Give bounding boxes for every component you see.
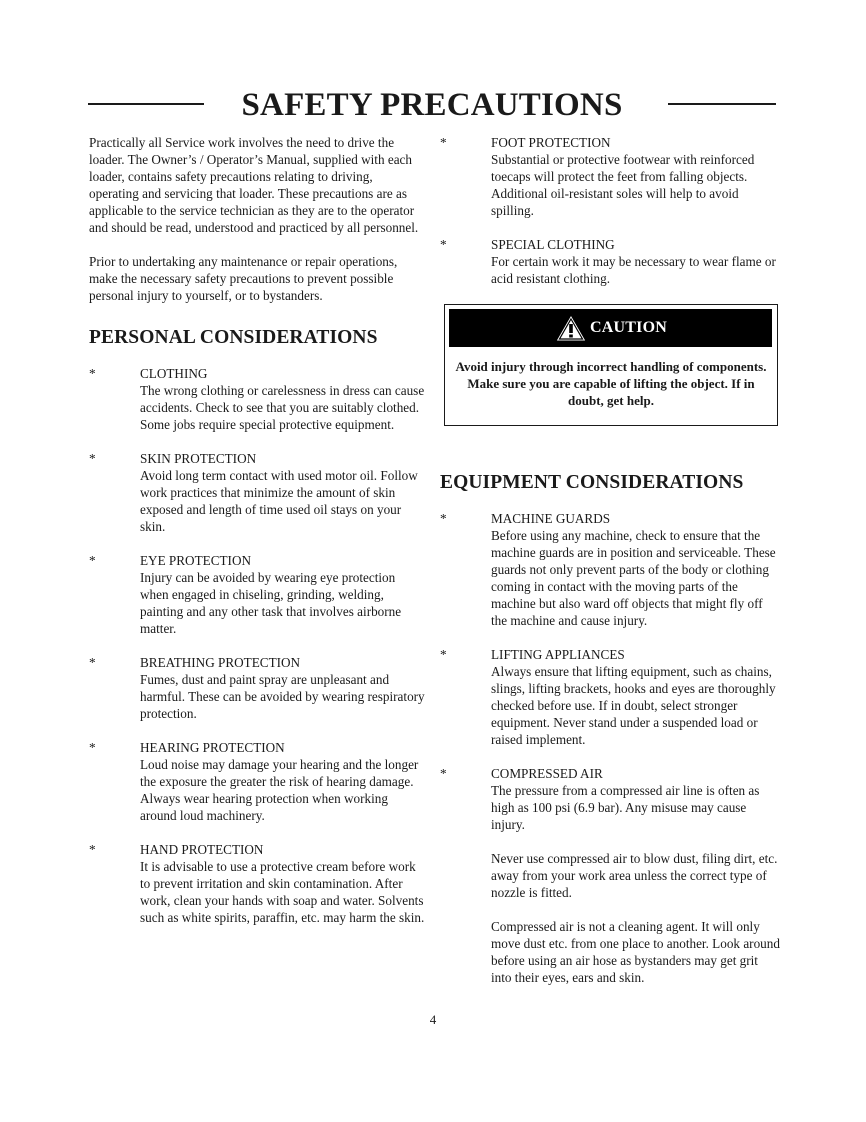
equipment-considerations-heading: EQUIPMENT CONSIDERATIONS [440,472,744,493]
list-item-machine-guards [440,510,780,629]
left-column [89,134,425,943]
list-item-breathing-protection [89,654,425,722]
list-item-hearing-protection [89,739,425,824]
bullet-marker: * [89,655,96,670]
item-title: EYE PROTECTION [140,553,251,568]
item-title: SPECIAL CLOTHING [491,237,615,252]
list-item-skin-protection [89,450,425,535]
item-body: Loud noise may damage your hearing and the longer the exposure the greater the risk of hearing damage. Always wear hearing protection when working around loud machinery. [140,757,419,823]
item-body: Before using any machine, check to ensure that the machine guards are in position and serviceable. These guards not only prevent parts of the body or clothing coming in contact with the moving parts of the machine but also ward off objects that might fly off the machine and cause injury. [491,528,776,628]
caution-text: Avoid injury through incorrect handling of components. Make sure you are capable of lifting the object. If in doubt, get help. [455,359,767,408]
item-title: MACHINE GUARDS [491,511,611,526]
list-item-hand-protection [89,841,425,926]
bullet-marker: * [440,237,447,252]
item-body: Compressed air is not a cleaning agent. It will only move dust etc. from one place to another. Look around before using an air hose as bystanders may get grit into their eyes, ears and skin. [491,919,780,985]
item-title: LIFTING APPLIANCES [491,647,625,662]
caution-header-content [449,309,772,347]
page-title: SAFETY PRECAUTIONS [241,87,623,123]
item-body: For certain work it may be necessary to wear flame or acid resistant clothing. [491,254,776,286]
bullet-marker: * [440,647,447,662]
list-item-special-clothing [440,236,780,287]
bullet-marker: * [89,451,96,466]
item-title: CLOTHING [140,366,208,381]
item-title: SKIN PROTECTION [140,451,257,466]
warning-triangle-icon [554,313,588,343]
item-body: Substantial or protective footwear with reinforced toecaps will protect the feet from falling objects. Additional oil-resistant soles will help to avoid spilling. [491,152,755,218]
caution-header [449,309,772,347]
list-item-compressed-air [440,765,780,986]
item-body: Avoid long term contact with used motor oil. Follow work practices that minimize the amount of skin exposed and length of time used oil stays on your skin. [140,468,418,534]
bullet-marker: * [89,553,96,568]
item-title: FOOT PROTECTION [491,135,611,150]
title-rule-right [668,103,776,105]
list-item-eye-protection [89,552,425,637]
bullet-marker: * [89,842,96,857]
bullet-marker: * [440,135,447,150]
right-column [440,134,780,1003]
list-item-foot-protection [440,134,780,219]
item-title: HAND PROTECTION [140,842,264,857]
bullet-marker: * [89,740,96,755]
item-body: The wrong clothing or carelessness in dress can cause accidents. Check to see that you are suitably clothed. Some jobs require special protective equipment. [140,383,425,432]
page-number: 4 [429,1012,437,1027]
item-title: HEARING PROTECTION [140,740,285,755]
item-body: Injury can be avoided by wearing eye protection when engaged in chiseling, grinding, welding, painting and any other task that involves airborne matter. [140,570,402,636]
item-body: Always ensure that lifting equipment, such as chains, slings, lifting brackets, hooks and eyes are thoroughly checked before use. If in doubt, select stronger equipment. Never stand under a suspended load or raised implement. [491,664,776,747]
item-body: It is advisable to use a protective cream before work to prevent irritation and skin contamination. After work, clean your hands with soap and water. Solvents such as white spirits, paraffin, etc. may harm the skin. [140,859,425,925]
personal-considerations-heading: PERSONAL CONSIDERATIONS [89,327,378,348]
bullet-marker: * [89,366,96,381]
caution-label: CAUTION [590,319,667,336]
intro-paragraph: Prior to undertaking any maintenance or repair operations, make the necessary safety precautions to prevent possible personal injury to yourself, or to bystanders. [89,254,398,303]
caution-box [444,304,778,426]
item-title: COMPRESSED AIR [491,766,603,781]
item-body: Never use compressed air to blow dust, filing dirt, etc. away from your work area unless the correct type of nozzle is fitted. [491,851,778,900]
item-body: Fumes, dust and paint spray are unpleasant and harmful. These can be avoided by wearing respiratory protection. [140,672,425,721]
item-title: BREATHING PROTECTION [140,655,301,670]
item-body: The pressure from a compressed air line is often as high as 100 psi (6.9 bar). Any misuse may cause injury. [491,783,760,832]
title-block [88,86,776,126]
bullet-marker: * [440,511,447,526]
intro-paragraph: Practically all Service work involves the need to drive the loader. The Owner’s / Operator’s Manual, supplied with each loader, contains safety precautions relating to driving, operating and servicing that loader. These precautions are as applicable to the service technician as they are to the operator and should be read, understood and practiced by all personnel. [89,135,419,235]
bullet-marker: * [440,766,447,781]
list-item-lifting-appliances [440,646,780,748]
list-item-clothing [89,365,425,433]
